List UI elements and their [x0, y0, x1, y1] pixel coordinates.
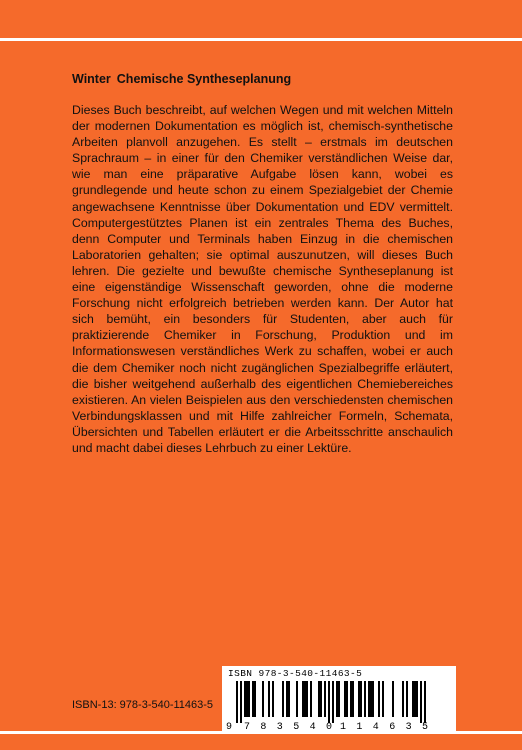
- barcode-bar: [360, 681, 362, 717]
- barcode-bar: [372, 681, 374, 717]
- barcode-bar: [346, 681, 348, 717]
- barcode-bar: [310, 681, 312, 717]
- barcode-bar: [338, 681, 340, 717]
- barcode-bar: [324, 681, 326, 717]
- barcode-bar: [414, 681, 416, 717]
- barcode-bar: [236, 681, 238, 723]
- barcode-bar: [382, 681, 384, 717]
- isbn-text: ISBN-13: 978-3-540-11463-5: [72, 699, 214, 711]
- barcode-panel: [222, 666, 456, 732]
- barcode-bar: [248, 681, 250, 717]
- barcode-bar: [304, 681, 306, 717]
- barcode-bar: [368, 681, 370, 717]
- barcode-bar: [288, 681, 290, 717]
- barcode-bar: [344, 681, 346, 717]
- barcode-bar: [328, 681, 330, 723]
- barcode-bar: [252, 681, 254, 717]
- book-description: Dieses Buch beschreibt, auf welchen Wegen und mit welchen Mitteln der modernen Dokumentation es möglich ist, chemisch-synthetische Arbeiten planvoll anzugehen. Es stellt – erstmals im deutschen Sprachraum – in einer für den Chemiker verständlichen Weise dar, wie man eine präparative Aufgabe lösen kann, wobei es grundlegende und heute schon zu einem Spezialgebiet der Chemie angewachsene Kenntnisse über Dokumentation und EDV vermittelt. Computergestütztes Planen ist ein zentrales Thema des Buches, denn Computer und Terminals haben Einzug in die chemischen Laboratorien gehalten; sie optimal auszunutzen, will dieses Buch lehren. Die gezielte und bewußte chemische Syntheseplanung ist eine eigenständige Wissenschaft geworden, ohne die moderne Forschung nicht erfolgreich betrieben werden kann. Der Autor hat sich bemüht, ein besonders für Studenten, aber auch für praktizierende Chemiker in Forschung, Produktion und im Informationswesen verständliches Werk zu schaffen, wobei er auch die dem Chemiker noch nicht zugänglichen Spezialbegriffe erläutert, die bisher weitgehend außerhalb des eigentlichen Chemiebereiches existieren. An vielen Beispielen aus den verschiedensten chemischen Verbindungsklassen und mit Hilfe zahlreicher Formeln, Schemata, Übersichten und Tabellen erläutert er die Arbeitsschritte anschaulich und macht dabei dieses Lehrbuch zu einer Lektüre.: [72, 103, 453, 455]
- book-heading: [72, 72, 291, 86]
- barcode-right-digits: 114635: [340, 722, 428, 731]
- barcode-bar: [378, 681, 380, 717]
- bottom-rule: [0, 731, 522, 734]
- book-title: Chemische Syntheseplanung: [116, 72, 292, 86]
- barcode-first-digit: 9: [226, 722, 233, 731]
- barcode-bar: [416, 681, 418, 717]
- barcode-bar: [420, 681, 422, 723]
- barcode-bars: [236, 681, 426, 723]
- barcode-bar: [306, 681, 308, 717]
- barcode-bar: [318, 681, 320, 717]
- barcode-bar: [352, 681, 354, 717]
- barcode-bar: [424, 681, 426, 723]
- barcode-bar: [268, 681, 270, 717]
- barcode-bar: [406, 681, 408, 717]
- barcode-bar: [332, 681, 334, 723]
- barcode-left-digits: 783540: [244, 722, 332, 731]
- author-name: Winter: [72, 72, 111, 86]
- barcode-bar: [412, 681, 414, 717]
- barcode-bar: [246, 681, 248, 717]
- barcode-bar: [302, 681, 304, 717]
- barcode-isbn-label: ISBN 978-3-540-11463-5: [228, 668, 363, 679]
- top-rule: [0, 38, 522, 41]
- barcode-bar: [240, 681, 242, 723]
- barcode-bar: [350, 681, 352, 717]
- barcode-bar: [262, 681, 264, 717]
- barcode-bar: [370, 681, 372, 717]
- barcode-bar: [272, 681, 274, 717]
- barcode-bar: [392, 681, 394, 717]
- barcode-bar: [364, 681, 366, 717]
- barcode-bar: [336, 681, 338, 717]
- barcode-bar: [286, 681, 288, 717]
- barcode-bar: [254, 681, 256, 717]
- barcode-bar: [358, 681, 360, 717]
- barcode-bar: [282, 681, 284, 717]
- barcode: [222, 681, 456, 731]
- barcode-bar: [320, 681, 322, 717]
- barcode-bar: [296, 681, 298, 717]
- barcode-bar: [402, 681, 404, 717]
- barcode-bar: [244, 681, 246, 717]
